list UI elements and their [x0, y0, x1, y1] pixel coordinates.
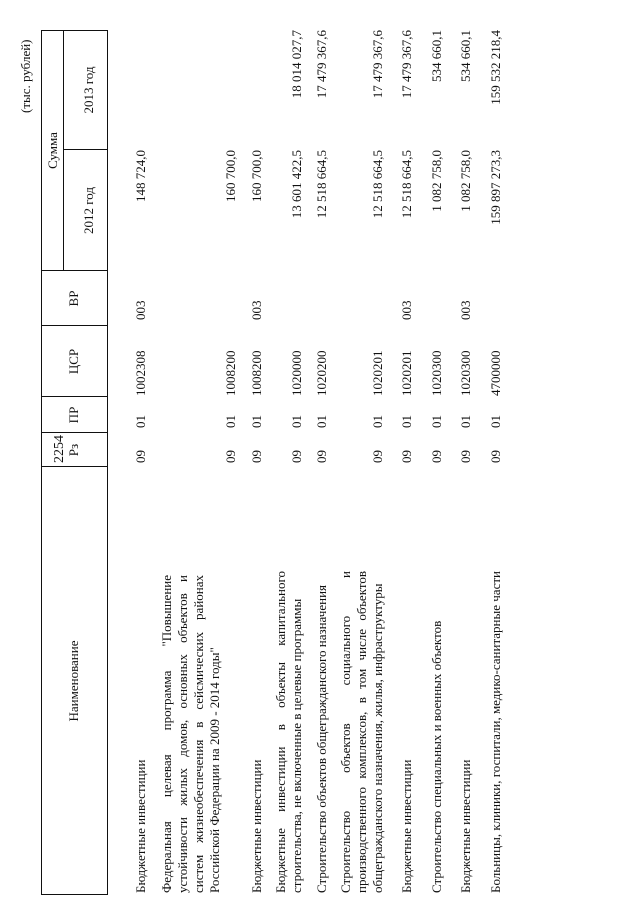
row-2013: 18 014 027,7 — [289, 30, 304, 99]
row-csr: 1002308 — [133, 350, 148, 396]
header-csr: ЦСР — [66, 348, 81, 375]
row-pr: 01 — [133, 415, 148, 428]
row-rz: 09 — [314, 450, 329, 463]
row-2012: 159 897 273,3 — [488, 150, 503, 225]
row-pr: 01 — [458, 415, 473, 428]
header-2012: 2012 год — [81, 187, 96, 234]
row-vr: 003 — [249, 300, 264, 320]
row-2012: 160 700,0 — [249, 150, 264, 202]
row-vr: 003 — [399, 300, 414, 320]
row-csr: 4700000 — [488, 350, 503, 396]
row-rz: 09 — [399, 450, 414, 463]
row-name: Строительство объектов социального и производственного комплексов, в том числе объектов общегражданского назначения, жилья, инфраструктуры — [338, 571, 385, 893]
row-csr: 1020000 — [289, 350, 304, 396]
row-rz: 09 — [249, 450, 264, 463]
row-vr: 003 — [133, 300, 148, 320]
row-csr: 1020201 — [370, 350, 385, 396]
row-csr: 1020201 — [399, 350, 414, 396]
row-csr: 1008200 — [223, 350, 238, 396]
page-number: 2254 — [52, 435, 67, 463]
row-vr: 003 — [458, 300, 473, 320]
row-csr: 1020300 — [458, 350, 473, 396]
row-pr: 01 — [223, 415, 238, 428]
row-name: Бюджетные инвестиции — [458, 759, 473, 893]
row-2012: 1 082 758,0 — [429, 150, 444, 212]
row-2012: 12 518 664,5 — [314, 150, 329, 219]
row-2012: 12 518 664,5 — [399, 150, 414, 219]
header-bottom-line — [107, 30, 108, 895]
header-name: Наименование — [66, 640, 81, 722]
header-top-line — [41, 30, 42, 895]
row-2013: 159 532 218,4 — [488, 30, 503, 105]
row-csr: 1020300 — [429, 350, 444, 396]
row-name: Строительство объектов общегражданского назначения — [314, 584, 329, 893]
row-name: Бюджетные инвестиции — [249, 759, 264, 893]
row-name: Бюджетные инвестиции в объекты капитального строительства, не включенные в целевые программы — [273, 571, 304, 893]
row-name: Больницы, клиники, госпитали, медико-санитарные части — [488, 571, 503, 893]
row-rz: 09 — [370, 450, 385, 463]
header-rz: Рз — [66, 443, 81, 457]
row-rz: 09 — [289, 450, 304, 463]
row-csr: 1020200 — [314, 350, 329, 396]
row-rz: 09 — [429, 450, 444, 463]
row-name: Строительство специальных и военных объектов — [429, 620, 444, 893]
row-2012: 13 601 422,5 — [289, 150, 304, 219]
row-2013: 534 660,1 — [429, 30, 444, 82]
row-2012: 12 518 664,5 — [370, 150, 385, 219]
row-2013: 17 479 367,6 — [399, 30, 414, 99]
row-rz: 09 — [488, 450, 503, 463]
row-pr: 01 — [429, 415, 444, 428]
header-sum: Сумма — [45, 132, 60, 169]
row-2012: 148 724,0 — [133, 150, 148, 202]
row-2012: 1 082 758,0 — [458, 150, 473, 212]
row-name: Бюджетные инвестиции — [399, 759, 414, 893]
sum-divider-line — [63, 30, 64, 271]
header-2013: 2013 год — [81, 66, 96, 114]
row-pr: 01 — [314, 415, 329, 428]
units-label: (тыс. рублей) — [18, 39, 33, 113]
row-2012: 160 700,0 — [223, 150, 238, 202]
row-pr: 01 — [249, 415, 264, 428]
row-pr: 01 — [399, 415, 414, 428]
header-vr: ВР — [66, 290, 81, 307]
row-name: Бюджетные инвестиции — [133, 759, 148, 893]
header-pr: ПР — [66, 406, 81, 424]
row-name: Федеральная целевая программа "Повышение устойчивости жилых домов, основных объектов и систем жизнеобеспечения в сейсмических районах Российской Федерации на 2009 - 2014 годы" — [159, 575, 222, 893]
row-rz: 09 — [458, 450, 473, 463]
row-pr: 01 — [370, 415, 385, 428]
row-pr: 01 — [488, 415, 503, 428]
row-2013: 17 479 367,6 — [314, 30, 329, 99]
row-2013: 17 479 367,6 — [370, 30, 385, 99]
row-csr: 1008200 — [249, 350, 264, 396]
row-pr: 01 — [289, 415, 304, 428]
row-2013: 534 660,1 — [458, 30, 473, 82]
row-rz: 09 — [133, 450, 148, 463]
row-rz: 09 — [223, 450, 238, 463]
